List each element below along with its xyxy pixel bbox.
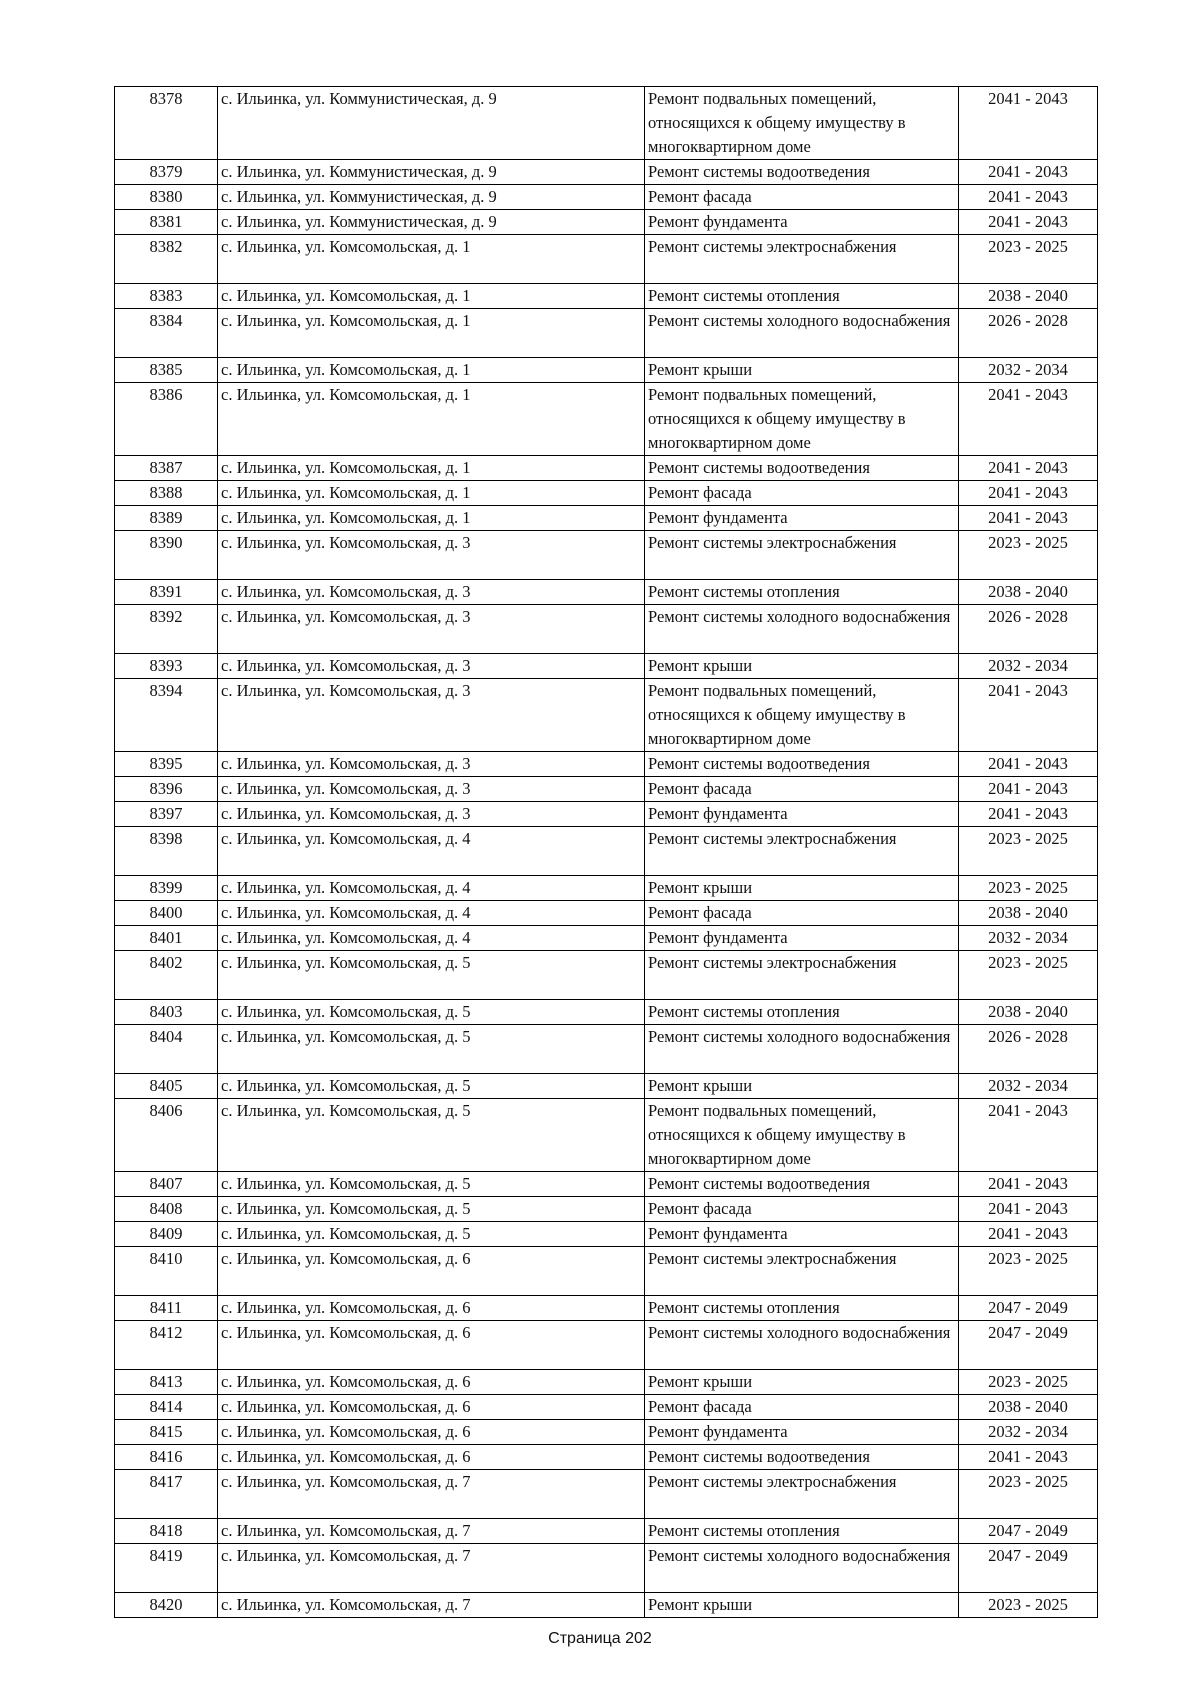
row-number: 8398 [115,827,218,876]
address-cell: с. Ильинка, ул. Комсомольская, д. 3 [218,654,645,679]
work-type-cell: Ремонт системы отопления [645,284,959,309]
table-row [115,506,1098,531]
address-cell: с. Ильинка, ул. Комсомольская, д. 5 [218,951,645,1000]
work-type-cell: Ремонт системы холодного водоснабжения [645,1321,959,1370]
work-type-cell: Ремонт подвальных помещений, относящихся к общему имуществу в многоквартирном доме [645,87,959,160]
work-type-cell: Ремонт системы холодного водоснабжения [645,309,959,358]
table-row [115,531,1098,580]
row-number: 8381 [115,210,218,235]
row-number: 8385 [115,358,218,383]
address-cell: с. Ильинка, ул. Комсомольская, д. 4 [218,901,645,926]
table-row [115,1099,1098,1172]
table-row [115,605,1098,654]
row-number: 8397 [115,802,218,827]
work-type-cell: Ремонт системы отопления [645,580,959,605]
period-cell: 2041 - 2043 [959,87,1098,160]
address-cell: с. Ильинка, ул. Комсомольская, д. 1 [218,383,645,456]
row-number: 8384 [115,309,218,358]
period-cell: 2023 - 2025 [959,1593,1098,1618]
table-row [115,752,1098,777]
row-number: 8411 [115,1296,218,1321]
period-cell: 2041 - 2043 [959,185,1098,210]
work-type-cell: Ремонт фундамента [645,506,959,531]
period-cell: 2041 - 2043 [959,679,1098,752]
work-type-cell: Ремонт фасада [645,185,959,210]
table-row [115,481,1098,506]
row-number: 8378 [115,87,218,160]
work-type-cell: Ремонт системы отопления [645,1000,959,1025]
row-number: 8380 [115,185,218,210]
row-number: 8406 [115,1099,218,1172]
row-number: 8391 [115,580,218,605]
row-number: 8396 [115,777,218,802]
period-cell: 2026 - 2028 [959,309,1098,358]
address-cell: с. Ильинка, ул. Комсомольская, д. 6 [218,1321,645,1370]
table-row [115,235,1098,284]
work-type-cell: Ремонт крыши [645,1593,959,1618]
period-cell: 2047 - 2049 [959,1519,1098,1544]
table-row [115,1519,1098,1544]
table-row [115,876,1098,901]
table-row [115,383,1098,456]
row-number: 8420 [115,1593,218,1618]
address-cell: с. Ильинка, ул. Комсомольская, д. 3 [218,679,645,752]
table-row [115,185,1098,210]
table-row [115,1296,1098,1321]
table-row [115,284,1098,309]
work-type-cell: Ремонт подвальных помещений, относящихся к общему имуществу в многоквартирном доме [645,383,959,456]
row-number: 8413 [115,1370,218,1395]
row-number: 8394 [115,679,218,752]
period-cell: 2041 - 2043 [959,160,1098,185]
row-number: 8407 [115,1172,218,1197]
row-number: 8395 [115,752,218,777]
work-type-cell: Ремонт системы электроснабжения [645,827,959,876]
period-cell: 2047 - 2049 [959,1544,1098,1593]
address-cell: с. Ильинка, ул. Комсомольская, д. 3 [218,802,645,827]
work-type-cell: Ремонт системы водоотведения [645,1172,959,1197]
work-type-cell: Ремонт системы электроснабжения [645,1247,959,1296]
work-type-cell: Ремонт крыши [645,876,959,901]
row-number: 8405 [115,1074,218,1099]
address-cell: с. Ильинка, ул. Комсомольская, д. 6 [218,1247,645,1296]
row-number: 8393 [115,654,218,679]
work-type-cell: Ремонт крыши [645,654,959,679]
address-cell: с. Ильинка, ул. Комсомольская, д. 3 [218,752,645,777]
work-type-cell: Ремонт системы электроснабжения [645,235,959,284]
work-type-cell: Ремонт фасада [645,1395,959,1420]
table-row [115,1593,1098,1618]
work-type-cell: Ремонт подвальных помещений, относящихся к общему имуществу в многоквартирном доме [645,1099,959,1172]
work-type-cell: Ремонт крыши [645,1370,959,1395]
row-number: 8399 [115,876,218,901]
period-cell: 2041 - 2043 [959,752,1098,777]
address-cell: с. Ильинка, ул. Комсомольская, д. 5 [218,1222,645,1247]
row-number: 8414 [115,1395,218,1420]
work-type-cell: Ремонт системы водоотведения [645,160,959,185]
table-row [115,777,1098,802]
row-number: 8403 [115,1000,218,1025]
table-row [115,1544,1098,1593]
address-cell: с. Ильинка, ул. Комсомольская, д. 5 [218,1099,645,1172]
work-type-cell: Ремонт системы электроснабжения [645,1470,959,1519]
row-number: 8390 [115,531,218,580]
period-cell: 2038 - 2040 [959,580,1098,605]
period-cell: 2023 - 2025 [959,951,1098,1000]
table-row [115,456,1098,481]
work-type-cell: Ремонт фасада [645,901,959,926]
table-row [115,1222,1098,1247]
address-cell: с. Ильинка, ул. Комсомольская, д. 5 [218,1197,645,1222]
period-cell: 2047 - 2049 [959,1296,1098,1321]
work-type-cell: Ремонт фундамента [645,926,959,951]
period-cell: 2023 - 2025 [959,235,1098,284]
row-number: 8419 [115,1544,218,1593]
table-body [115,87,1098,1618]
period-cell: 2032 - 2034 [959,654,1098,679]
row-number: 8387 [115,456,218,481]
address-cell: с. Ильинка, ул. Комсомольская, д. 1 [218,358,645,383]
address-cell: с. Ильинка, ул. Комсомольская, д. 1 [218,235,645,284]
row-number: 8417 [115,1470,218,1519]
period-cell: 2041 - 2043 [959,1222,1098,1247]
address-cell: с. Ильинка, ул. Комсомольская, д. 1 [218,481,645,506]
table-row [115,802,1098,827]
work-type-cell: Ремонт фундамента [645,1222,959,1247]
period-cell: 2032 - 2034 [959,1074,1098,1099]
period-cell: 2023 - 2025 [959,1247,1098,1296]
work-type-cell: Ремонт фасада [645,1197,959,1222]
work-type-cell: Ремонт системы водоотведения [645,752,959,777]
work-type-cell: Ремонт системы водоотведения [645,456,959,481]
row-number: 8382 [115,235,218,284]
period-cell: 2041 - 2043 [959,456,1098,481]
address-cell: с. Ильинка, ул. Комсомольская, д. 1 [218,456,645,481]
period-cell: 2041 - 2043 [959,1099,1098,1172]
row-number: 8401 [115,926,218,951]
table-row [115,1395,1098,1420]
period-cell: 2041 - 2043 [959,506,1098,531]
work-type-cell: Ремонт системы отопления [645,1519,959,1544]
period-cell: 2041 - 2043 [959,210,1098,235]
address-cell: с. Ильинка, ул. Коммунистическая, д. 9 [218,210,645,235]
address-cell: с. Ильинка, ул. Комсомольская, д. 4 [218,876,645,901]
table-row [115,1000,1098,1025]
repair-schedule-table [114,86,1098,1618]
work-type-cell: Ремонт фасада [645,481,959,506]
work-type-cell: Ремонт системы электроснабжения [645,951,959,1000]
address-cell: с. Ильинка, ул. Комсомольская, д. 7 [218,1470,645,1519]
work-type-cell: Ремонт системы водоотведения [645,1445,959,1470]
work-type-cell: Ремонт системы электроснабжения [645,531,959,580]
table-row [115,1321,1098,1370]
period-cell: 2047 - 2049 [959,1321,1098,1370]
row-number: 8404 [115,1025,218,1074]
table-row [115,1025,1098,1074]
table-row [115,309,1098,358]
address-cell: с. Ильинка, ул. Комсомольская, д. 5 [218,1172,645,1197]
address-cell: с. Ильинка, ул. Комсомольская, д. 1 [218,506,645,531]
table-row [115,679,1098,752]
work-type-cell: Ремонт системы холодного водоснабжения [645,1025,959,1074]
period-cell: 2038 - 2040 [959,1395,1098,1420]
row-number: 8392 [115,605,218,654]
row-number: 8389 [115,506,218,531]
table-row [115,1445,1098,1470]
table-row [115,1172,1098,1197]
period-cell: 2041 - 2043 [959,802,1098,827]
table-row [115,358,1098,383]
address-cell: с. Ильинка, ул. Комсомольская, д. 6 [218,1370,645,1395]
work-type-cell: Ремонт фасада [645,777,959,802]
period-cell: 2026 - 2028 [959,605,1098,654]
row-number: 8409 [115,1222,218,1247]
table-row [115,87,1098,160]
address-cell: с. Ильинка, ул. Комсомольская, д. 3 [218,531,645,580]
row-number: 8383 [115,284,218,309]
table-row [115,951,1098,1000]
table-row [115,1197,1098,1222]
work-type-cell: Ремонт подвальных помещений, относящихся к общему имуществу в многоквартирном доме [645,679,959,752]
work-type-cell: Ремонт фундамента [645,210,959,235]
row-number: 8402 [115,951,218,1000]
row-number: 8416 [115,1445,218,1470]
row-number: 8415 [115,1420,218,1445]
address-cell: с. Ильинка, ул. Коммунистическая, д. 9 [218,160,645,185]
period-cell: 2041 - 2043 [959,1172,1098,1197]
address-cell: с. Ильинка, ул. Комсомольская, д. 6 [218,1445,645,1470]
work-type-cell: Ремонт системы холодного водоснабжения [645,605,959,654]
address-cell: с. Ильинка, ул. Комсомольская, д. 5 [218,1000,645,1025]
table-row [115,1470,1098,1519]
period-cell: 2038 - 2040 [959,901,1098,926]
row-number: 8408 [115,1197,218,1222]
row-number: 8386 [115,383,218,456]
table-row [115,1247,1098,1296]
address-cell: с. Ильинка, ул. Комсомольская, д. 1 [218,309,645,358]
address-cell: с. Ильинка, ул. Комсомольская, д. 3 [218,777,645,802]
period-cell: 2032 - 2034 [959,358,1098,383]
work-type-cell: Ремонт крыши [645,358,959,383]
address-cell: с. Ильинка, ул. Комсомольская, д. 7 [218,1519,645,1544]
work-type-cell: Ремонт фундамента [645,802,959,827]
period-cell: 2041 - 2043 [959,1197,1098,1222]
address-cell: с. Ильинка, ул. Комсомольская, д. 7 [218,1593,645,1618]
period-cell: 2041 - 2043 [959,777,1098,802]
period-cell: 2038 - 2040 [959,1000,1098,1025]
period-cell: 2023 - 2025 [959,1470,1098,1519]
work-type-cell: Ремонт крыши [645,1074,959,1099]
row-number: 8379 [115,160,218,185]
address-cell: с. Ильинка, ул. Комсомольская, д. 4 [218,926,645,951]
page-number: Страница 202 [548,1630,652,1647]
table-row [115,901,1098,926]
address-cell: с. Ильинка, ул. Комсомольская, д. 5 [218,1074,645,1099]
address-cell: с. Ильинка, ул. Комсомольская, д. 3 [218,580,645,605]
work-type-cell: Ремонт фундамента [645,1420,959,1445]
row-number: 8400 [115,901,218,926]
table-row [115,654,1098,679]
period-cell: 2038 - 2040 [959,284,1098,309]
period-cell: 2041 - 2043 [959,383,1098,456]
table-row [115,160,1098,185]
work-type-cell: Ремонт системы отопления [645,1296,959,1321]
period-cell: 2023 - 2025 [959,531,1098,580]
period-cell: 2023 - 2025 [959,876,1098,901]
address-cell: с. Ильинка, ул. Коммунистическая, д. 9 [218,87,645,160]
address-cell: с. Ильинка, ул. Комсомольская, д. 4 [218,827,645,876]
table-row [115,1370,1098,1395]
address-cell: с. Ильинка, ул. Комсомольская, д. 6 [218,1296,645,1321]
address-cell: с. Ильинка, ул. Комсомольская, д. 6 [218,1395,645,1420]
work-type-cell: Ремонт системы холодного водоснабжения [645,1544,959,1593]
table-row [115,1420,1098,1445]
address-cell: с. Ильинка, ул. Комсомольская, д. 5 [218,1025,645,1074]
table-row [115,580,1098,605]
period-cell: 2023 - 2025 [959,1370,1098,1395]
table-row [115,210,1098,235]
table-row [115,1074,1098,1099]
address-cell: с. Ильинка, ул. Комсомольская, д. 1 [218,284,645,309]
address-cell: с. Ильинка, ул. Коммунистическая, д. 9 [218,185,645,210]
table-row [115,926,1098,951]
row-number: 8388 [115,481,218,506]
period-cell: 2041 - 2043 [959,1445,1098,1470]
period-cell: 2032 - 2034 [959,1420,1098,1445]
row-number: 8412 [115,1321,218,1370]
period-cell: 2023 - 2025 [959,827,1098,876]
period-cell: 2032 - 2034 [959,926,1098,951]
address-cell: с. Ильинка, ул. Комсомольская, д. 7 [218,1544,645,1593]
address-cell: с. Ильинка, ул. Комсомольская, д. 6 [218,1420,645,1445]
period-cell: 2026 - 2028 [959,1025,1098,1074]
row-number: 8410 [115,1247,218,1296]
address-cell: с. Ильинка, ул. Комсомольская, д. 3 [218,605,645,654]
row-number: 8418 [115,1519,218,1544]
table-row [115,827,1098,876]
period-cell: 2041 - 2043 [959,481,1098,506]
